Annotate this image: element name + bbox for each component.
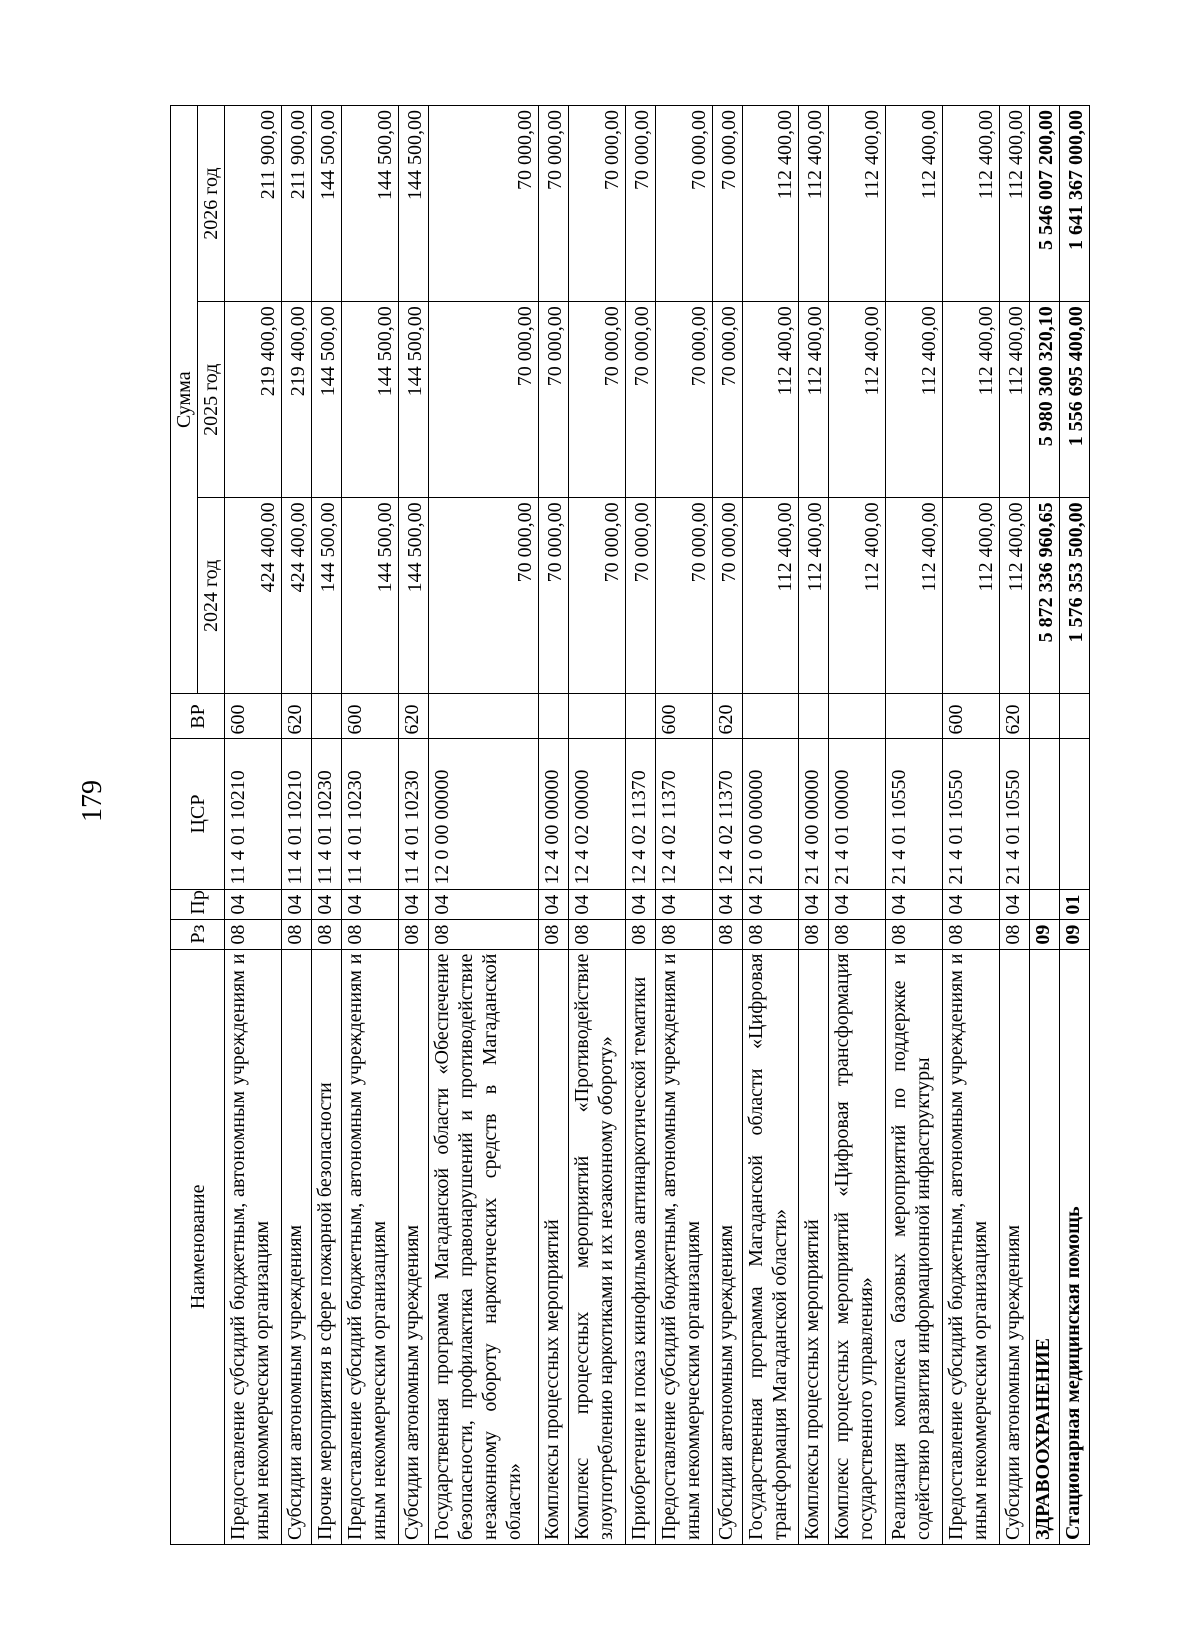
- cell-name: Приобретение и показ кинофильмов антинаркотической тематики: [625, 949, 655, 1544]
- cell-2025: 70 000,00: [538, 302, 568, 498]
- header-vr: ВР: [171, 694, 225, 739]
- cell-vr: [568, 694, 625, 739]
- cell-2024: 112 400,00: [829, 498, 886, 694]
- cell-name: Государственная программа Магаданской области «Обеспечение безопасности, профилактика правонарушений и противодействие незаконному обороту наркотических средств в Магаданской области»: [428, 949, 538, 1544]
- cell-2026: 211 900,00: [225, 106, 282, 302]
- cell-2025: 144 500,00: [398, 302, 428, 498]
- cell-pr: 04: [225, 889, 282, 919]
- cell-2024: 112 400,00: [886, 498, 943, 694]
- cell-2026: 211 900,00: [281, 106, 311, 302]
- header-pr: Пр: [171, 889, 225, 919]
- cell-vr: [538, 694, 568, 739]
- cell-rz: 08: [886, 919, 943, 949]
- cell-pr: 04: [341, 889, 398, 919]
- cell-2026: 144 500,00: [341, 106, 398, 302]
- table-row: [712, 106, 742, 1545]
- cell-2026: 112 400,00: [829, 106, 886, 302]
- table-row: [655, 106, 712, 1545]
- cell-2026: 70 000,00: [655, 106, 712, 302]
- cell-2025: 70 000,00: [428, 302, 538, 498]
- cell-name: Предоставление субсидий бюджетным, автономным учреждениям и иным некоммерческим организациям: [225, 949, 282, 1544]
- cell-name: Субсидии автономным учреждениям: [999, 949, 1029, 1544]
- cell-2024: 70 000,00: [655, 498, 712, 694]
- cell-2026: 1 641 367 000,00: [1059, 106, 1089, 302]
- cell-vr: [1029, 694, 1059, 739]
- cell-csr: [1059, 739, 1089, 889]
- cell-vr: 600: [942, 694, 999, 739]
- cell-2025: 70 000,00: [712, 302, 742, 498]
- cell-2025: 219 400,00: [225, 302, 282, 498]
- cell-vr: [428, 694, 538, 739]
- cell-name: Стационарная медицинская помощь: [1059, 949, 1089, 1544]
- cell-csr: 21 4 01 00000: [829, 739, 886, 889]
- cell-2024: 112 400,00: [999, 498, 1029, 694]
- cell-pr: 04: [281, 889, 311, 919]
- cell-vr: [311, 694, 341, 739]
- cell-pr: 04: [999, 889, 1029, 919]
- table-row: [398, 106, 428, 1545]
- cell-name: ЗДРАВООХРАНЕНИЕ: [1029, 949, 1059, 1544]
- cell-csr: 12 4 00 00000: [538, 739, 568, 889]
- cell-name: Субсидии автономным учреждениям: [712, 949, 742, 1544]
- cell-pr: 04: [625, 889, 655, 919]
- table-row: [999, 106, 1029, 1545]
- cell-rz: 09: [1029, 919, 1059, 949]
- cell-2026: 70 000,00: [538, 106, 568, 302]
- cell-2024: 112 400,00: [942, 498, 999, 694]
- page-number: 179: [77, 780, 108, 822]
- cell-2024: 144 500,00: [341, 498, 398, 694]
- cell-rz: 08: [281, 919, 311, 949]
- cell-2024: 70 000,00: [712, 498, 742, 694]
- table-row: [311, 106, 341, 1545]
- table-row: [1029, 106, 1059, 1545]
- cell-vr: 600: [655, 694, 712, 739]
- header-csr: ЦСР: [171, 739, 225, 889]
- cell-2024: 70 000,00: [568, 498, 625, 694]
- cell-csr: 21 4 01 10550: [886, 739, 943, 889]
- cell-2024: 1 576 353 500,00: [1059, 498, 1089, 694]
- cell-rz: 08: [538, 919, 568, 949]
- cell-pr: 04: [742, 889, 799, 919]
- header-sum: Сумма: [171, 106, 198, 694]
- cell-rz: 09: [1059, 919, 1089, 949]
- table-row: [1059, 106, 1089, 1545]
- cell-2025: 112 400,00: [742, 302, 799, 498]
- cell-vr: 620: [712, 694, 742, 739]
- cell-name: Реализация комплекса базовых мероприятий по поддержке и содействию развития информационной инфраструктуры: [886, 949, 943, 1544]
- cell-2024: 112 400,00: [799, 498, 829, 694]
- cell-name: Комплексы процессных мероприятий: [799, 949, 829, 1544]
- cell-2024: 144 500,00: [311, 498, 341, 694]
- cell-rz: 08: [942, 919, 999, 949]
- cell-2025: 70 000,00: [625, 302, 655, 498]
- cell-vr: 620: [398, 694, 428, 739]
- cell-2025: 144 500,00: [311, 302, 341, 498]
- cell-2025: 1 556 695 400,00: [1059, 302, 1089, 498]
- cell-2025: 112 400,00: [799, 302, 829, 498]
- cell-pr: 04: [942, 889, 999, 919]
- cell-name: Комплекс процессных мероприятий «Цифровая трансформация государственного управления»: [829, 949, 886, 1544]
- cell-pr: 04: [398, 889, 428, 919]
- cell-2026: 5 546 007 200,00: [1029, 106, 1059, 302]
- header-name: Наименование: [171, 949, 225, 1544]
- cell-csr: [1029, 739, 1059, 889]
- cell-vr: 620: [999, 694, 1029, 739]
- cell-2025: 144 500,00: [341, 302, 398, 498]
- cell-rz: 08: [398, 919, 428, 949]
- cell-rz: 08: [311, 919, 341, 949]
- table-row: [799, 106, 829, 1545]
- cell-csr: 21 4 01 10550: [999, 739, 1029, 889]
- cell-rz: 08: [799, 919, 829, 949]
- cell-2024: 144 500,00: [398, 498, 428, 694]
- table-row: [538, 106, 568, 1545]
- cell-rz: 08: [829, 919, 886, 949]
- cell-vr: [829, 694, 886, 739]
- cell-pr: 04: [799, 889, 829, 919]
- cell-name: Комплексы процессных мероприятий: [538, 949, 568, 1544]
- cell-pr: 04: [538, 889, 568, 919]
- table-row: [742, 106, 799, 1545]
- cell-2025: 5 980 300 320,10: [1029, 302, 1059, 498]
- cell-rz: 08: [742, 919, 799, 949]
- cell-vr: [799, 694, 829, 739]
- cell-name: Государственная программа Магаданской области «Цифровая трансформация Магаданской области»: [742, 949, 799, 1544]
- header-rz: Рз: [171, 919, 225, 949]
- cell-pr: 04: [568, 889, 625, 919]
- table-row: [428, 106, 538, 1545]
- cell-2026: 112 400,00: [886, 106, 943, 302]
- cell-rz: 08: [428, 919, 538, 949]
- budget-table-rotated: [170, 105, 1090, 1545]
- cell-2024: 5 872 336 960,65: [1029, 498, 1059, 694]
- cell-csr: 21 4 01 10550: [942, 739, 999, 889]
- cell-2026: 70 000,00: [625, 106, 655, 302]
- cell-pr: 04: [655, 889, 712, 919]
- cell-name: Прочие мероприятия в сфере пожарной безопасности: [311, 949, 341, 1544]
- cell-rz: 08: [225, 919, 282, 949]
- cell-pr: 01: [1059, 889, 1089, 919]
- cell-vr: [625, 694, 655, 739]
- cell-pr: 04: [886, 889, 943, 919]
- cell-name: Предоставление субсидий бюджетным, автономным учреждениям и иным некоммерческим организациям: [655, 949, 712, 1544]
- cell-2026: 70 000,00: [568, 106, 625, 302]
- cell-csr: 11 4 01 10230: [341, 739, 398, 889]
- table-row: [942, 106, 999, 1545]
- cell-2024: 70 000,00: [538, 498, 568, 694]
- cell-vr: [1059, 694, 1089, 739]
- cell-csr: 11 4 01 10230: [311, 739, 341, 889]
- cell-name: Предоставление субсидий бюджетным, автономным учреждениям и иным некоммерческим организациям: [942, 949, 999, 1544]
- cell-csr: 21 0 00 00000: [742, 739, 799, 889]
- cell-rz: 08: [999, 919, 1029, 949]
- cell-pr: 04: [829, 889, 886, 919]
- cell-csr: 11 4 01 10210: [225, 739, 282, 889]
- cell-2024: 112 400,00: [742, 498, 799, 694]
- cell-2026: 112 400,00: [742, 106, 799, 302]
- cell-2026: 112 400,00: [999, 106, 1029, 302]
- cell-2024: 424 400,00: [281, 498, 311, 694]
- cell-2025: 112 400,00: [942, 302, 999, 498]
- cell-rz: 08: [655, 919, 712, 949]
- cell-2025: 112 400,00: [886, 302, 943, 498]
- cell-csr: 21 4 00 00000: [799, 739, 829, 889]
- cell-2026: 144 500,00: [311, 106, 341, 302]
- cell-2026: 144 500,00: [398, 106, 428, 302]
- table-row: [886, 106, 943, 1545]
- table-body: [225, 106, 1090, 1545]
- cell-2026: 70 000,00: [712, 106, 742, 302]
- cell-pr: 04: [311, 889, 341, 919]
- cell-vr: 620: [281, 694, 311, 739]
- cell-2025: 70 000,00: [655, 302, 712, 498]
- cell-name: Субсидии автономным учреждениям: [281, 949, 311, 1544]
- cell-name: Предоставление субсидий бюджетным, автономным учреждениям и иным некоммерческим организациям: [341, 949, 398, 1544]
- cell-2026: 70 000,00: [428, 106, 538, 302]
- cell-2024: 70 000,00: [428, 498, 538, 694]
- header-2024: 2024 год: [198, 498, 225, 694]
- cell-rz: 08: [341, 919, 398, 949]
- cell-csr: 12 4 02 11370: [655, 739, 712, 889]
- budget-table: [170, 105, 1090, 1545]
- cell-2024: 70 000,00: [625, 498, 655, 694]
- cell-csr: 12 0 00 00000: [428, 739, 538, 889]
- cell-rz: 08: [568, 919, 625, 949]
- cell-rz: 08: [625, 919, 655, 949]
- table-header: [171, 106, 225, 1545]
- table-row: [341, 106, 398, 1545]
- table-row: [568, 106, 625, 1545]
- cell-csr: 12 4 02 11370: [712, 739, 742, 889]
- table-row: [281, 106, 311, 1545]
- cell-csr: 11 4 01 10210: [281, 739, 311, 889]
- table-row: [829, 106, 886, 1545]
- cell-pr: 04: [712, 889, 742, 919]
- header-2025: 2025 год: [198, 302, 225, 498]
- cell-2026: 112 400,00: [942, 106, 999, 302]
- cell-2025: 70 000,00: [568, 302, 625, 498]
- cell-vr: [886, 694, 943, 739]
- cell-csr: 12 4 02 11370: [625, 739, 655, 889]
- cell-2026: 112 400,00: [799, 106, 829, 302]
- cell-2025: 112 400,00: [999, 302, 1029, 498]
- cell-2025: 112 400,00: [829, 302, 886, 498]
- cell-name: Субсидии автономным учреждениям: [398, 949, 428, 1544]
- table-row: [625, 106, 655, 1545]
- cell-vr: [742, 694, 799, 739]
- cell-csr: 11 4 01 10230: [398, 739, 428, 889]
- header-2026: 2026 год: [198, 106, 225, 302]
- cell-csr: 12 4 02 00000: [568, 739, 625, 889]
- cell-pr: [1029, 889, 1059, 919]
- cell-2024: 424 400,00: [225, 498, 282, 694]
- table-row: [225, 106, 282, 1545]
- cell-2025: 219 400,00: [281, 302, 311, 498]
- cell-name: Комплекс процессных мероприятий «Противодействие злоупотреблению наркотиками и их незаконному обороту»: [568, 949, 625, 1544]
- cell-pr: 04: [428, 889, 538, 919]
- cell-rz: 08: [712, 919, 742, 949]
- cell-vr: 600: [341, 694, 398, 739]
- cell-vr: 600: [225, 694, 282, 739]
